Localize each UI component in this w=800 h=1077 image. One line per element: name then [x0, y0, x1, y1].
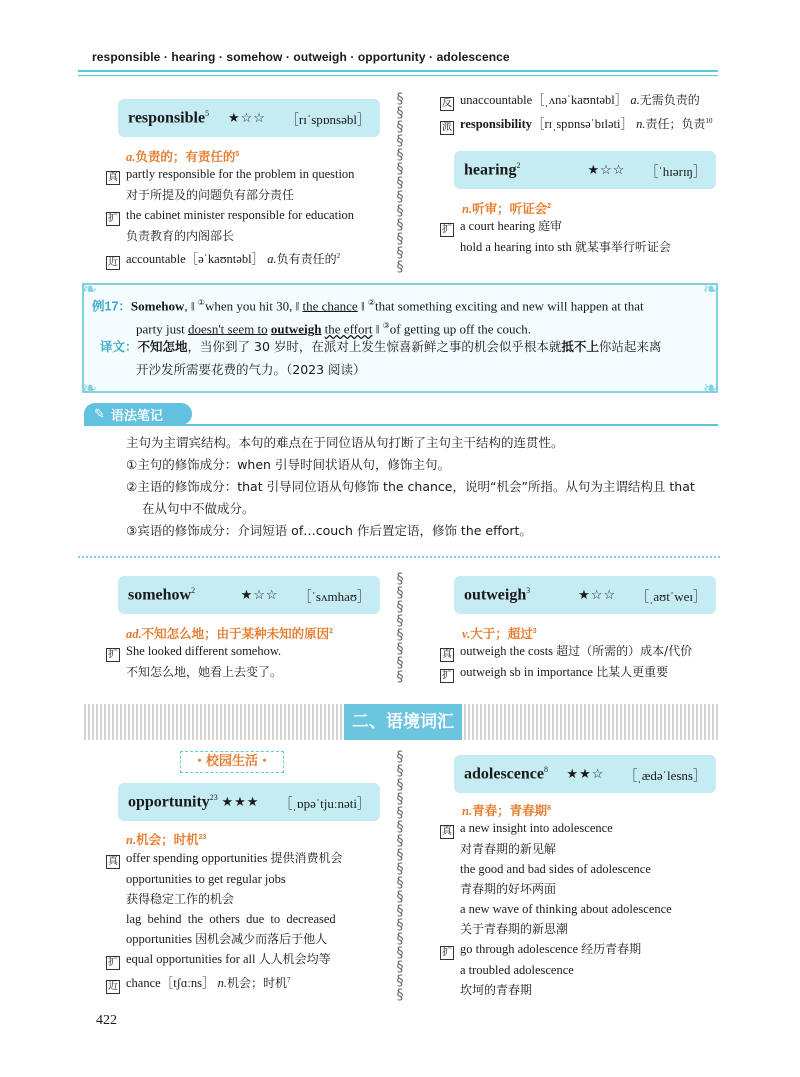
tag-real: 真: [108, 172, 118, 183]
tag-ext: 扩: [108, 213, 118, 224]
example-sentence-line-1: 例17：Somehow, ‖ ①when you hit 30, ‖ the chance ‖ ②that something exciting and new will happen at that: [92, 298, 644, 314]
pen-icon: ✎: [94, 406, 105, 422]
phonetic: ［ˌædəˈlesns］: [624, 767, 706, 783]
headword: hearing$^2$: [464, 160, 521, 179]
tag-real: 真: [442, 826, 452, 837]
tag-ext: 扩: [442, 224, 452, 235]
tag-antonym: 反: [442, 98, 452, 109]
phonetic: ［ˌɒpəˈtjuːnəti］: [279, 795, 370, 811]
part-of-speech: n.听审；听证会$^2$: [462, 202, 551, 216]
entry-lines-responsible: 真 partly responsible for the problem in question 对于所提及的问题负有部分责任 扩 the cabinet minister responsible for education 负责教育的内阁部长 近 accountable［əˈkaʊntəbl］ a.负有责任的$^2$: [108, 167, 355, 269]
example-translation-line-2: 开沙发所需要花费的气力。（2023 阅读）: [136, 362, 366, 377]
example-translation-line-1: 译文：不知怎地，当你到了 30 岁时，在派对上发生惊喜新鲜之事的机会似乎根本就抵不上你站起来离: [100, 339, 662, 354]
part-of-speech: a.负责的；有责任的$^5$: [126, 150, 240, 164]
headword: somehow$^2$: [128, 585, 196, 604]
running-header: responsible · hearing · somehow · outweigh · opportunity · adolescence: [92, 50, 510, 64]
grammar-notes-body: 主句为主谓宾结构。本句的难点在于同位语从句打断了主句主干结构的连贯性。 ①主句的修饰成分：when 引导时间状语从句，修饰主句。 ②主语的修饰成分：that 引导同位语从句修饰 the chance，说明“机会”所指。从句为主谓结构且 that 在从句中不做成分。 ③宾语的修饰成分：介词短语 of…couch 作后置定语，修饰 the effort。: [126, 435, 695, 538]
word-box-responsible: [118, 99, 380, 137]
page-number: 422: [96, 1013, 117, 1028]
header-rule: [78, 70, 718, 72]
tag-real: 真: [108, 856, 118, 867]
example-sentence-line-2: party just doesn't seem to outweigh the effort ‖ ③of getting up off the couch.: [136, 321, 532, 337]
campus-life-label: ・校园生活・: [180, 751, 284, 773]
part-of-speech: v.大于；超过$^3$: [462, 627, 537, 641]
part-of-speech: n.机会；时机$^{23}$: [126, 833, 207, 847]
header-rule-thin: [78, 75, 718, 76]
translation-label: 译文：: [100, 340, 138, 354]
tag-ext: 扩: [108, 957, 118, 968]
grammar-notes-tab: ✎ 语法笔记: [84, 403, 192, 425]
tag-ext: 扩: [442, 670, 452, 681]
word-box-adolescence: [454, 755, 716, 793]
tag-syn: 近: [108, 981, 118, 993]
example-box: ❧ ❧ ❧ ❧: [82, 279, 718, 399]
word-box-outweigh: [454, 576, 716, 614]
entry-lines-hearing: 扩 a court hearing 庭审 hold a hearing into sth 就某事举行听证会: [442, 219, 671, 254]
tag-ext: 扩: [108, 649, 118, 660]
star-rating: ★☆☆: [227, 110, 266, 125]
phonetic: ［ˌaʊtˈweɪ］: [636, 588, 706, 604]
entry-lines-somehow: 扩 She looked different somehow. 不知怎么地，她看上去变了。: [108, 644, 283, 679]
headword: outweigh$^3$: [464, 585, 531, 604]
star-rating: ★☆☆: [587, 162, 626, 177]
star-rating: ★★☆: [566, 766, 605, 781]
column-divider: § § § § § § § §: [396, 572, 404, 685]
column-divider: § § § § § § § § § § § § §: [396, 92, 404, 275]
phonetic: ［ˈhɪərɪŋ］: [645, 163, 706, 179]
headword: responsible$^5$: [128, 108, 210, 127]
headword: opportunity$^{23}$: [128, 792, 218, 811]
entry-lines-opportunity: 真 offer spending opportunities 提供消费机会 opportunities to get regular jobs 获得稳定工作的机会 lag behind the others due to decreased opportunities 因机会减少而落后于他人 扩 equal opportunities for all 人人机会均等 近 chance［tʃɑːns］ n.机会；时机$^7$: [108, 851, 343, 993]
entry-lines-responsible-right: 反 unaccountable［ˌʌnəˈkaʊntəbl］ a.无需负责的 派 responsibility［rɪˌspɒnsəˈbɪləti］ n.责任；负责$^{10}$: [442, 93, 713, 134]
entry-lines-outweigh: 真 outweigh the costs 超过（所需的）成本/代价 扩 outweigh sb in importance 比某人更重要: [442, 644, 693, 681]
example-label: 例17：: [92, 299, 131, 314]
word-box-opportunity: [118, 783, 380, 821]
star-rating: ★☆☆: [240, 587, 279, 602]
word-box-hearing: [454, 151, 716, 189]
part-of-speech: ad.不知怎么地；由于某种未知的原因$^2$: [126, 627, 334, 641]
tag-ext: 扩: [442, 947, 452, 958]
entry-lines-adolescence: 真 a new insight into adolescence 对青春期的新见解 the good and bad sides of adolescence 青春期的好坏两面 a new wave of thinking about adolescence 关于青春期的新思潮 扩 go through adolescence 经历青春期 a troubled adolescence 坎坷的青春期: [442, 821, 672, 997]
headword: adolescence$^8$: [464, 764, 548, 783]
star-rating: ★★★: [221, 794, 260, 809]
section-title: 二、语境词汇: [344, 704, 462, 740]
phonetic: ［ˈsʌmhaʊ］: [298, 588, 370, 604]
star-rating: ★☆☆: [578, 587, 617, 602]
word-box-somehow: [118, 576, 380, 614]
tag-derived: 派: [442, 122, 452, 134]
dotted-rule: [78, 556, 720, 558]
phonetic: ［rɪˈspɒnsəbl］: [285, 111, 370, 127]
column-divider: § § § § § § § § § § § § § § § § § §: [396, 750, 404, 1003]
grammar-notes-rule: [84, 424, 718, 426]
tag-syn: 近: [108, 257, 118, 269]
tag-real: 真: [442, 649, 452, 660]
part-of-speech: n.青春；青春期$^8$: [462, 804, 551, 818]
